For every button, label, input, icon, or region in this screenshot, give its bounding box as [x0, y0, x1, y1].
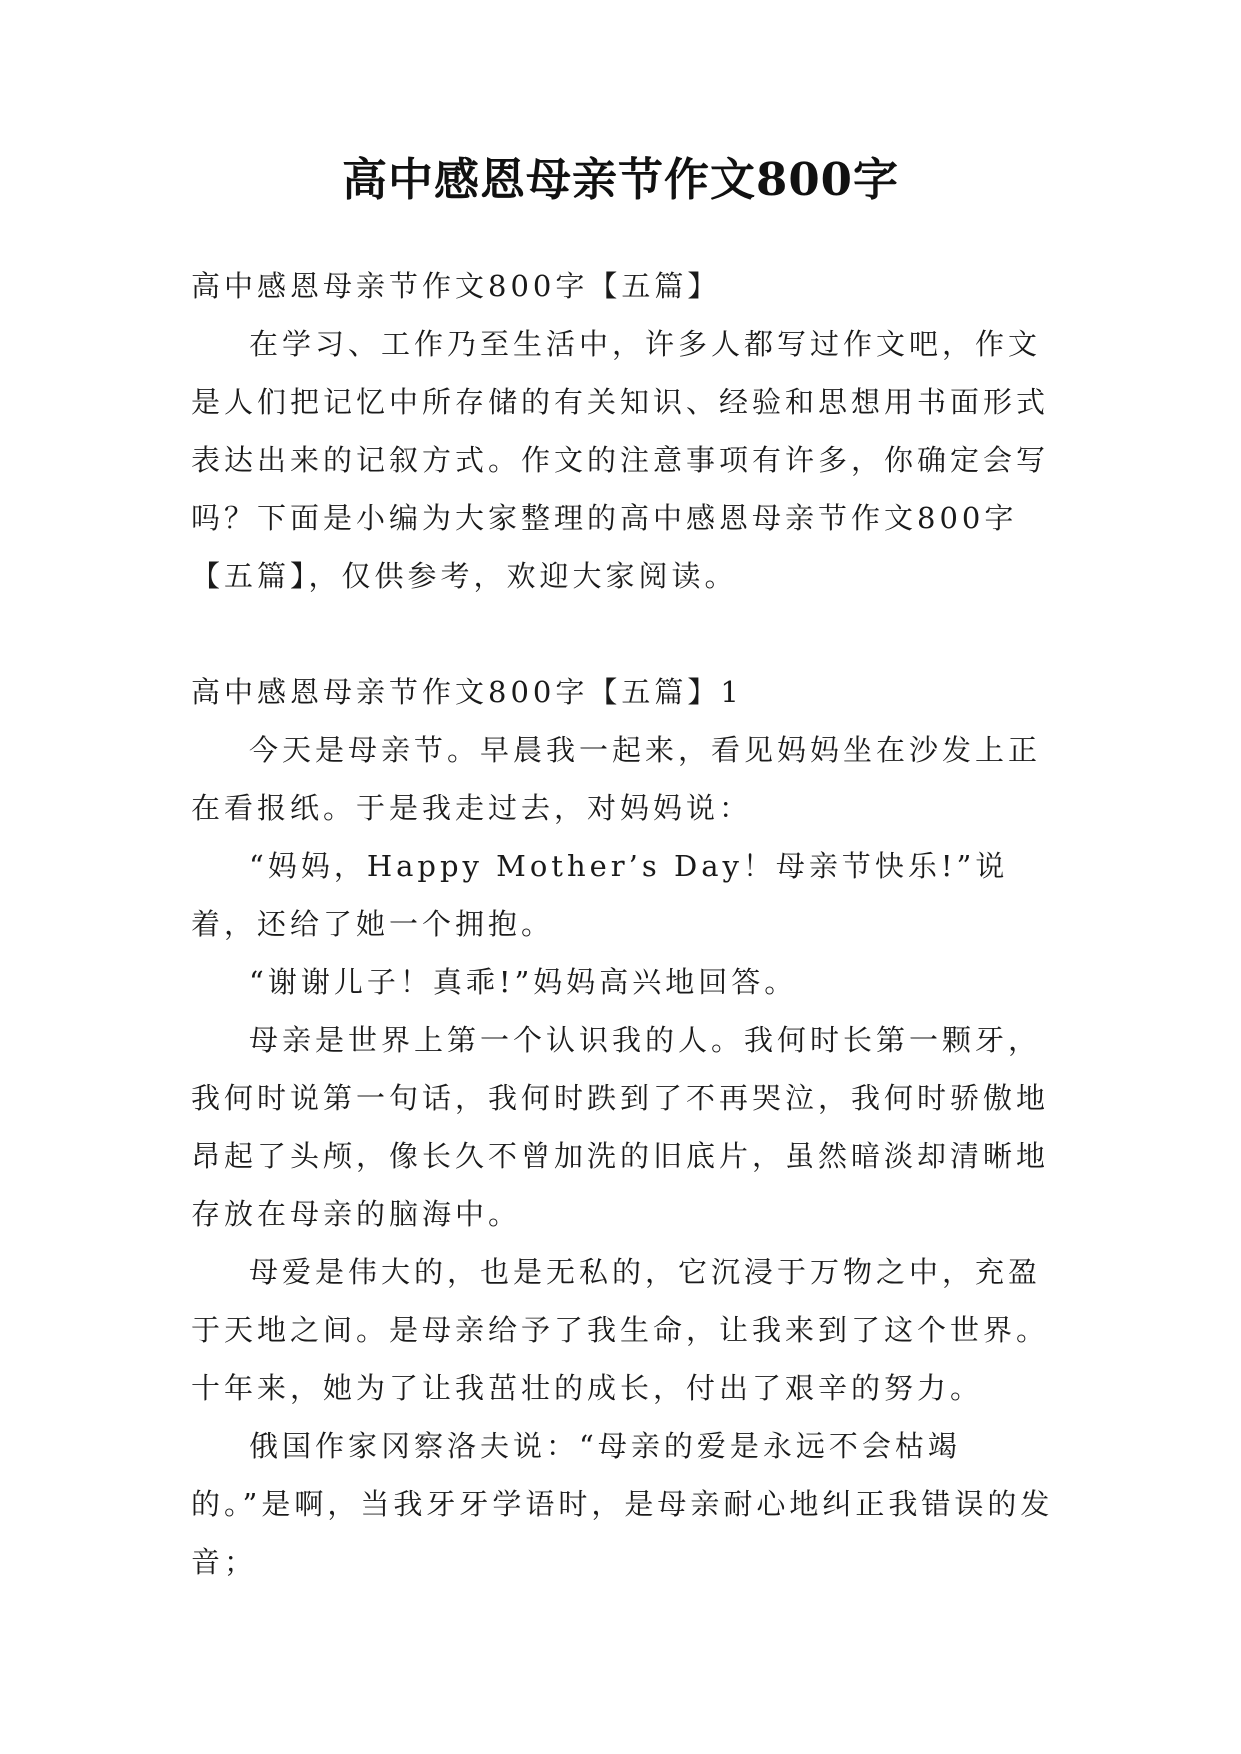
paragraph-5: 母爱是伟大的，也是无私的，它沉浸于万物之中，充盈于天地之间。是母亲给予了我生命，让我来到了这个世界。十年来，她为了让我茁壮的成长，付出了艰辛的努力。	[191, 1255, 1050, 1405]
paragraph-1: 今天是母亲节。早晨我一起来，看见妈妈坐在沙发上正在看报纸。于是我走过去，对妈妈说：	[191, 733, 1042, 825]
intro-paragraph: 在学习、工作乃至生活中，许多人都写过作文吧，作文是人们把记忆中所存储的有关知识、经验和思想用书面形式表达出来的记叙方式。作文的注意事项有许多，你确定会写吗？下面是小编为大家整理的高中感恩母亲节作文800字【五篇】，仅供参考，欢迎大家阅读。	[191, 327, 1050, 593]
paragraph-3: “谢谢儿子！真乖!”妈妈高兴地回答。	[249, 965, 798, 999]
document-title: 高中感恩母亲节作文800字	[342, 153, 899, 206]
section-spacer	[191, 605, 1061, 663]
paragraph-4: 母亲是世界上第一个认识我的人。我何时长第一颗牙，我何时说第一句话，我何时跌到了不再哭泣，我何时骄傲地昂起了头颅，像长久不曾加洗的旧底片，虽然暗淡却清晰地存放在母亲的脑海中。	[191, 1023, 1050, 1231]
intro-heading: 高中感恩母亲节作文800字【五篇】	[191, 269, 721, 303]
document-body	[191, 257, 1061, 1591]
paragraph-2: “妈妈，Happy Mother’s Day！母亲节快乐!”说着，还给了她一个拥抱。	[191, 849, 1009, 941]
paragraph-6: 俄国作家冈察洛夫说：“母亲的爱是永远不会枯竭的。”是啊，当我牙牙学语时，是母亲耐心地纠正我错误的发音；	[191, 1429, 1054, 1579]
section-heading-1: 高中感恩母亲节作文800字【五篇】1	[191, 675, 743, 709]
